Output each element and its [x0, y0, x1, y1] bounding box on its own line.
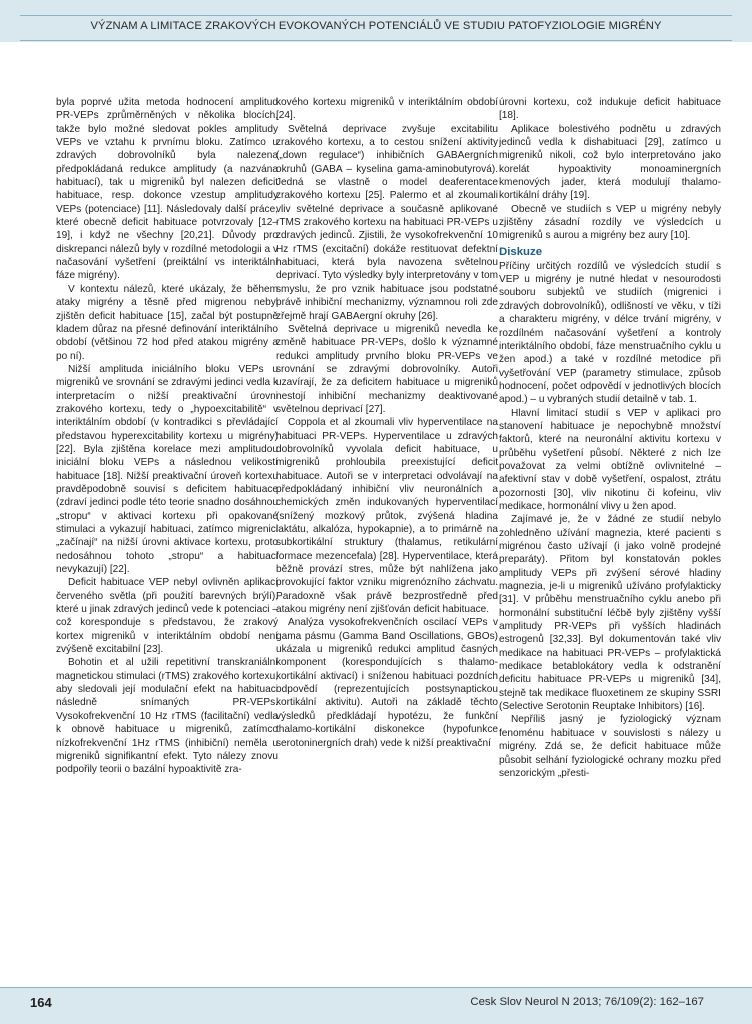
paragraph: Deficit habituace VEP nebyl ovlivněn aplikací červeného světla (při použití barevných brýlí), které u jinak zdravých jedinců vede k potenciaci – což koresponduje s představou, že zrakový kortex migreniků v interiktálním období není zvýšeně excitabilní [23]. — [56, 577, 278, 656]
paragraph: Světelná deprivace zvyšuje excitabilitu zrakového kortexu, a to cestou snížení aktivity („down regulace“) inhibičních GABAergních okruhů (GABA – kyselina gama-aminobutyrová). Jedná se vlastně o model deaferentace zrakového kortexu [25]. Palermo et al zkoumali vliv světelné deprivace a současně aplikované rTMS zrakového kortexu na habituaci PR-VEPs u zdravých jedinců. Zjistili, že vysokofrekvenční 10 Hz rTMS (excitační) dokáže restituovat defektní habituaci, která byla navozena světelnou deprivací. Tyto výsledky byly interpretovány v tom smyslu, že pro vznik habituace jsou podstatné právě inhibiční mechanizmy, významnou roli zde zřejmě hrají GABAergní okruhy [26]. — [276, 123, 498, 322]
header-rule-bottom — [20, 40, 732, 41]
paragraph: Analýza vysokofrekvenčních oscilací VEPs v gama pásmu (Gamma Band Oscillations, GBOs) ukázala u migreniků redukci amplitud časných komponent (korespondujících s thalamo-kortikální aktivací) i sníženou habituaci pozdních odpovědí (reprezentujících postsynaptickou kortikální aktivitu). Autoři na základě těchto výsledků předkládají hypotézu, že funkční thalamo-kortikální diskonekce (hypofunkce serotoninergních drah) vede k nižší preaktivační — [276, 617, 498, 749]
text-column-1 — [56, 96, 278, 976]
paragraph: Bohotin et al užili repetitivní transkraniální magnetickou stimulaci (rTMS) zrakového kortexu, aby sledovali její modulační efekt na habituaci následně snímaných PR-VEPs. Vysokofrekvenční 10 Hz rTMS (facilitační) vedla k obnově habituace u migreniků, zatímco nízkofrekvenční 1Hz rTMS (inhibiční) neměla u migreniků signifikantní efekt. Tyto nálezy znovu podpořily teorii o bazální hypoaktivitě zra- — [56, 657, 278, 776]
paragraph: Nižší amplituda iniciálního bloku VEPs u migreniků ve srovnání se zdravými jedinci vedla k interpretacím o nižší preaktivační úrovni zrakového kortexu, tedy o „hypoexcitabilitě“ v interiktálním období (v kontradikci s převládající představou hyperexcitability kortexu u migrény) [22]. Byla zjištěna korelace mezi amplitudou iniciální bloku VEPs a následnou velikostí habituace [18]. Nižší preaktivační úroveň kortexu pravděpodobně souvisí s deficitem habituace (zdraví jedinci podle této teorie snadno dosáhnou „stropu“ v aktivaci kortexu při opakované stimulaci a vykazují habituaci, zatímco migrenici „začínají“ na nižší úrovni aktivace kortexu, proto nedosáhnou tohoto „stropu“ a habituaci nevykazují) [22]. — [56, 363, 278, 576]
paragraph: byla poprvé užita metoda hodnocení amplitud PR-VEPs zprůměrněných v několika blocích, takže bylo možné sledovat pokles amplitudy VEPs ve vztahu k prvnímu bloku. Zatímco u zdravých dobrovolníků byla nalezena předpokládaná redukce amplitudy (a nazvána habituací), tak u migreniků byl nalezen deficit habituace, resp. dokonce vzestup amplitudy VEPs (potenciace) [11]. Následovaly další práce, které obecně deficit habituace potvrzovaly [12–19], i když ne všechny [20,21]. Důvody pro diskrepanci nálezů byly v rozdílné metodologii a v načasování vyšetření (preiktální vs interiktální fáze migrény). — [56, 97, 278, 282]
footer-rule — [0, 987, 752, 988]
paragraph: Příčiny určitých rozdílů ve výsledcích studií s VEP u migrény je nutné hledat v nesourodosti souboru subjektů ve studiích (migrenici i zdravých dobrovolníků), odlišností ve věku, v tíži a charakteru migrény, v délce trvání migrény, v rozdílném načasování vyšetření a kontroly interiktálního období, fáze menstruačního cyklu u žen apod.) a také v rozdílné metodice při vyšetřování VEP (parametry stimulace, způsob hodnocení, počet odpovědí v jednotlivých blocích apod.) – u vybraných studií detailně v tab. 1. — [499, 260, 721, 406]
running-header-title: VÝZNAM A LIMITACE ZRAKOVÝCH EVOKOVANÝCH POTENCIÁLŮ VE STUDIU PATOFYZIOLOGIE MIGRÉNY — [90, 20, 662, 32]
paragraph: Světelná deprivace u migreniků nevedla ke změně habituace PR-VEPs, došlo k významné redukci amplitudy prvního bloku PR-VEPs ve srovnání se zdravými dobrovolníky. Autoři uzavírají, že za deficitem habituace u migreniků nestojí inhibiční mechanizmy deaktivované světelnou deprivací [27]. — [276, 323, 498, 415]
paragraph: Aplikace bolestivého podnětu u zdravých jedinců vedla k dishabituaci [29], zatímco u migreniků nikoli, což bylo interpretováno jako korelát hypoaktivity monoaminergních kmenových jader, která modulují thalamo-kortikální dráhy [19]. — [499, 123, 721, 202]
journal-citation: Cesk Slov Neurol N 2013; 76/109(2): 162–167 — [470, 996, 704, 1008]
paragraph: V kontextu nálezů, které ukázaly, že během ataky migrény a těsně před migrenou nebyl zjištěn deficit habituace [15], začal být postupně kladem důraz na přesné definování interiktálního období (většinou 72 hod před atakou migrény a po ní). — [56, 283, 278, 362]
text-column-2 — [276, 96, 498, 976]
paragraph: kového kortexu migreniků v interiktálním období [24]. — [276, 97, 498, 122]
paragraph: Zajímavé je, že v žádné ze studií nebylo zohledněno užívání magnezia, které pacienti s migrénou často užívají (i jako volně prodejné preparáty). Přitom byl konstatován pokles amplitudy VEPs při zvýšení sérové hladiny magnezia, je-li u migreniků užíváno profylakticky [31]. V průběhu menstruačního cyklu anebo při hormonální substituční léčbě byly zjištěny vyšší amplitudy PR-VEPs při vyšších hladinách estrogenů [32,33]. Byl dokumentován také vliv medikace na habituaci PR-VEPs – profylaktická medikace betablokátory vedla k odstranění deficitu habituace PR-VEPs u migreniků [34], stejně tak medikace fluoxetinem ze skupiny SSRI (Selective Serotonin Reuptake Inhibitors) [16]. — [499, 514, 721, 713]
text-column-3 — [499, 96, 721, 976]
paragraph: Coppola et al zkoumali vliv hyperventilace na habituaci PR-VEPs. Hyperventilace u zdravých dobrovolníků vyvolala deficit habituace, u migreniků prohloubila preexistující deficit habituace. Autoři se v interpretaci odvolávají na předpokládaný inhibiční vliv neuronálních a chemických změn indukovaných hyperventilací (snížený mozkový průtok, zvýšená hladina laktátu, alkalóza, hypokapnie), a to primárně na subkortikální struktury (thalamus, retikulární formace mezencefala) [28]. Hyperventilace, která běžně provází stres, může být nahlížena jako provokující faktor vzniku migrenózního záchvatu. Paradoxně však právě bezprostředně před atakou migrény není zjišťován deficit habituace. — [276, 417, 498, 616]
paragraph: úrovni kortexu, což indukuje deficit habituace [18]. — [499, 97, 721, 122]
section-heading: Diskuze — [499, 245, 543, 258]
header-rule-top — [20, 15, 732, 16]
paragraph: Hlavní limitací studií s VEP v aplikaci pro stanovení habituace je nepochybně množství faktorů, které na neuronální aktivitu kortexu v průběhu vyšetření působí. Některé z nich lze považovat za velmi obtížně ovlivnitelné – afektivní stav v době vyšetření, ospalost, ztrátu pozornosti [30], vliv nikotinu či kofeinu, vliv medikace, hormonální vlivy u žen apod. — [499, 407, 721, 512]
paragraph: Obecně ve studiích s VEP u migrény nebyly zjištěny zásadní rozdíly ve výsledcích u migreniků s aurou a migrény bez aury [10]. — [499, 203, 721, 242]
page-number: 164 — [30, 995, 52, 1010]
paragraph: Nepříliš jasný je fyziologický význam fenoménu habituace v souvislosti s nálezy u migrény. Zdá se, že deficit habituace může působit selhání fyziologické ochrany mozku před senzorickým „přesti- — [499, 714, 721, 779]
